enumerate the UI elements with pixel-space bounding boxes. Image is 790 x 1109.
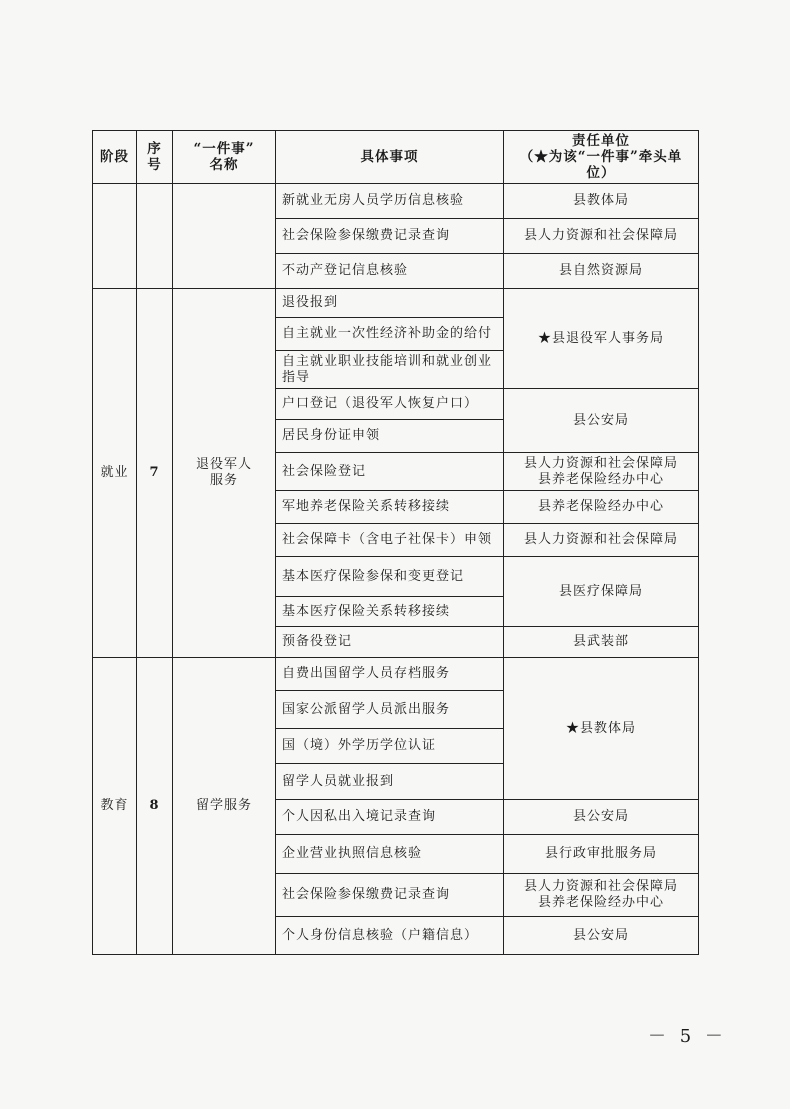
item-cell: 基本医疗保险关系转移接续	[276, 597, 504, 627]
item-cell: 预备役登记	[276, 627, 504, 658]
header-stage: 阶段	[93, 131, 137, 184]
header-seq: 序 号	[137, 131, 173, 184]
table-header-row	[93, 131, 699, 184]
item-cell: 个人身份信息核验（户籍信息）	[276, 917, 504, 955]
item-cell: 户口登记（退役军人恢复户口）	[276, 389, 504, 420]
header-name: “一件事” 名称	[173, 131, 276, 184]
stage-cell: 就业	[93, 289, 137, 658]
unit-cell: 县行政审批服务局	[504, 835, 699, 874]
table-row	[93, 184, 699, 219]
unit-cell: 县教体局	[504, 184, 699, 219]
item-cell: 留学人员就业报到	[276, 764, 504, 800]
seq-cell: 8	[137, 658, 173, 955]
unit-cell: ★县教体局	[504, 658, 699, 800]
item-cell: 国家公派留学人员派出服务	[276, 691, 504, 729]
seq-cell-empty	[137, 184, 173, 289]
name-cell-empty	[173, 184, 276, 289]
unit-cell: 县人力资源和社会保障局	[504, 524, 699, 557]
header-item: 具体事项	[276, 131, 504, 184]
item-cell: 不动产登记信息核验	[276, 254, 504, 289]
unit-cell: 县养老保险经办中心	[504, 491, 699, 524]
item-cell: 军地养老保险关系转移接续	[276, 491, 504, 524]
item-cell: 自主就业职业技能培训和就业创业 指导	[276, 351, 504, 389]
table-row	[93, 289, 699, 318]
page-number: － 5 －	[648, 1026, 727, 1047]
unit-cell: 县人力资源和社会保障局	[504, 219, 699, 254]
unit-cell: 县人力资源和社会保障局 县养老保险经办中心	[504, 453, 699, 491]
unit-cell: ★县退役军人事务局	[504, 289, 699, 389]
unit-cell: 县公安局	[504, 389, 699, 453]
table-row	[93, 658, 699, 691]
item-cell: 社会保障卡（含电子社保卡）申领	[276, 524, 504, 557]
unit-cell: 县武装部	[504, 627, 699, 658]
unit-cell: 县自然资源局	[504, 254, 699, 289]
unit-cell: 县人力资源和社会保障局 县养老保险经办中心	[504, 874, 699, 917]
name-cell: 退役军人 服务	[173, 289, 276, 658]
unit-cell: 县公安局	[504, 917, 699, 955]
item-cell: 社会保险登记	[276, 453, 504, 491]
service-table	[92, 130, 699, 955]
unit-cell: 县医疗保障局	[504, 557, 699, 627]
item-cell: 自费出国留学人员存档服务	[276, 658, 504, 691]
stage-cell-empty	[93, 184, 137, 289]
stage-cell: 教育	[93, 658, 137, 955]
item-cell: 社会保险参保缴费记录查询	[276, 874, 504, 917]
item-cell: 企业营业执照信息核验	[276, 835, 504, 874]
item-cell: 自主就业一次性经济补助金的给付	[276, 318, 504, 351]
unit-cell: 县公安局	[504, 800, 699, 835]
seq-cell: 7	[137, 289, 173, 658]
item-cell: 个人因私出入境记录查询	[276, 800, 504, 835]
item-cell: 退役报到	[276, 289, 504, 318]
item-cell: 社会保险参保缴费记录查询	[276, 219, 504, 254]
header-unit: 责任单位 （★为该“一件事”牵头单位）	[504, 131, 699, 184]
item-cell: 新就业无房人员学历信息核验	[276, 184, 504, 219]
item-cell: 居民身份证申领	[276, 420, 504, 453]
item-cell: 基本医疗保险参保和变更登记	[276, 557, 504, 597]
name-cell: 留学服务	[173, 658, 276, 955]
item-cell: 国（境）外学历学位认证	[276, 729, 504, 764]
